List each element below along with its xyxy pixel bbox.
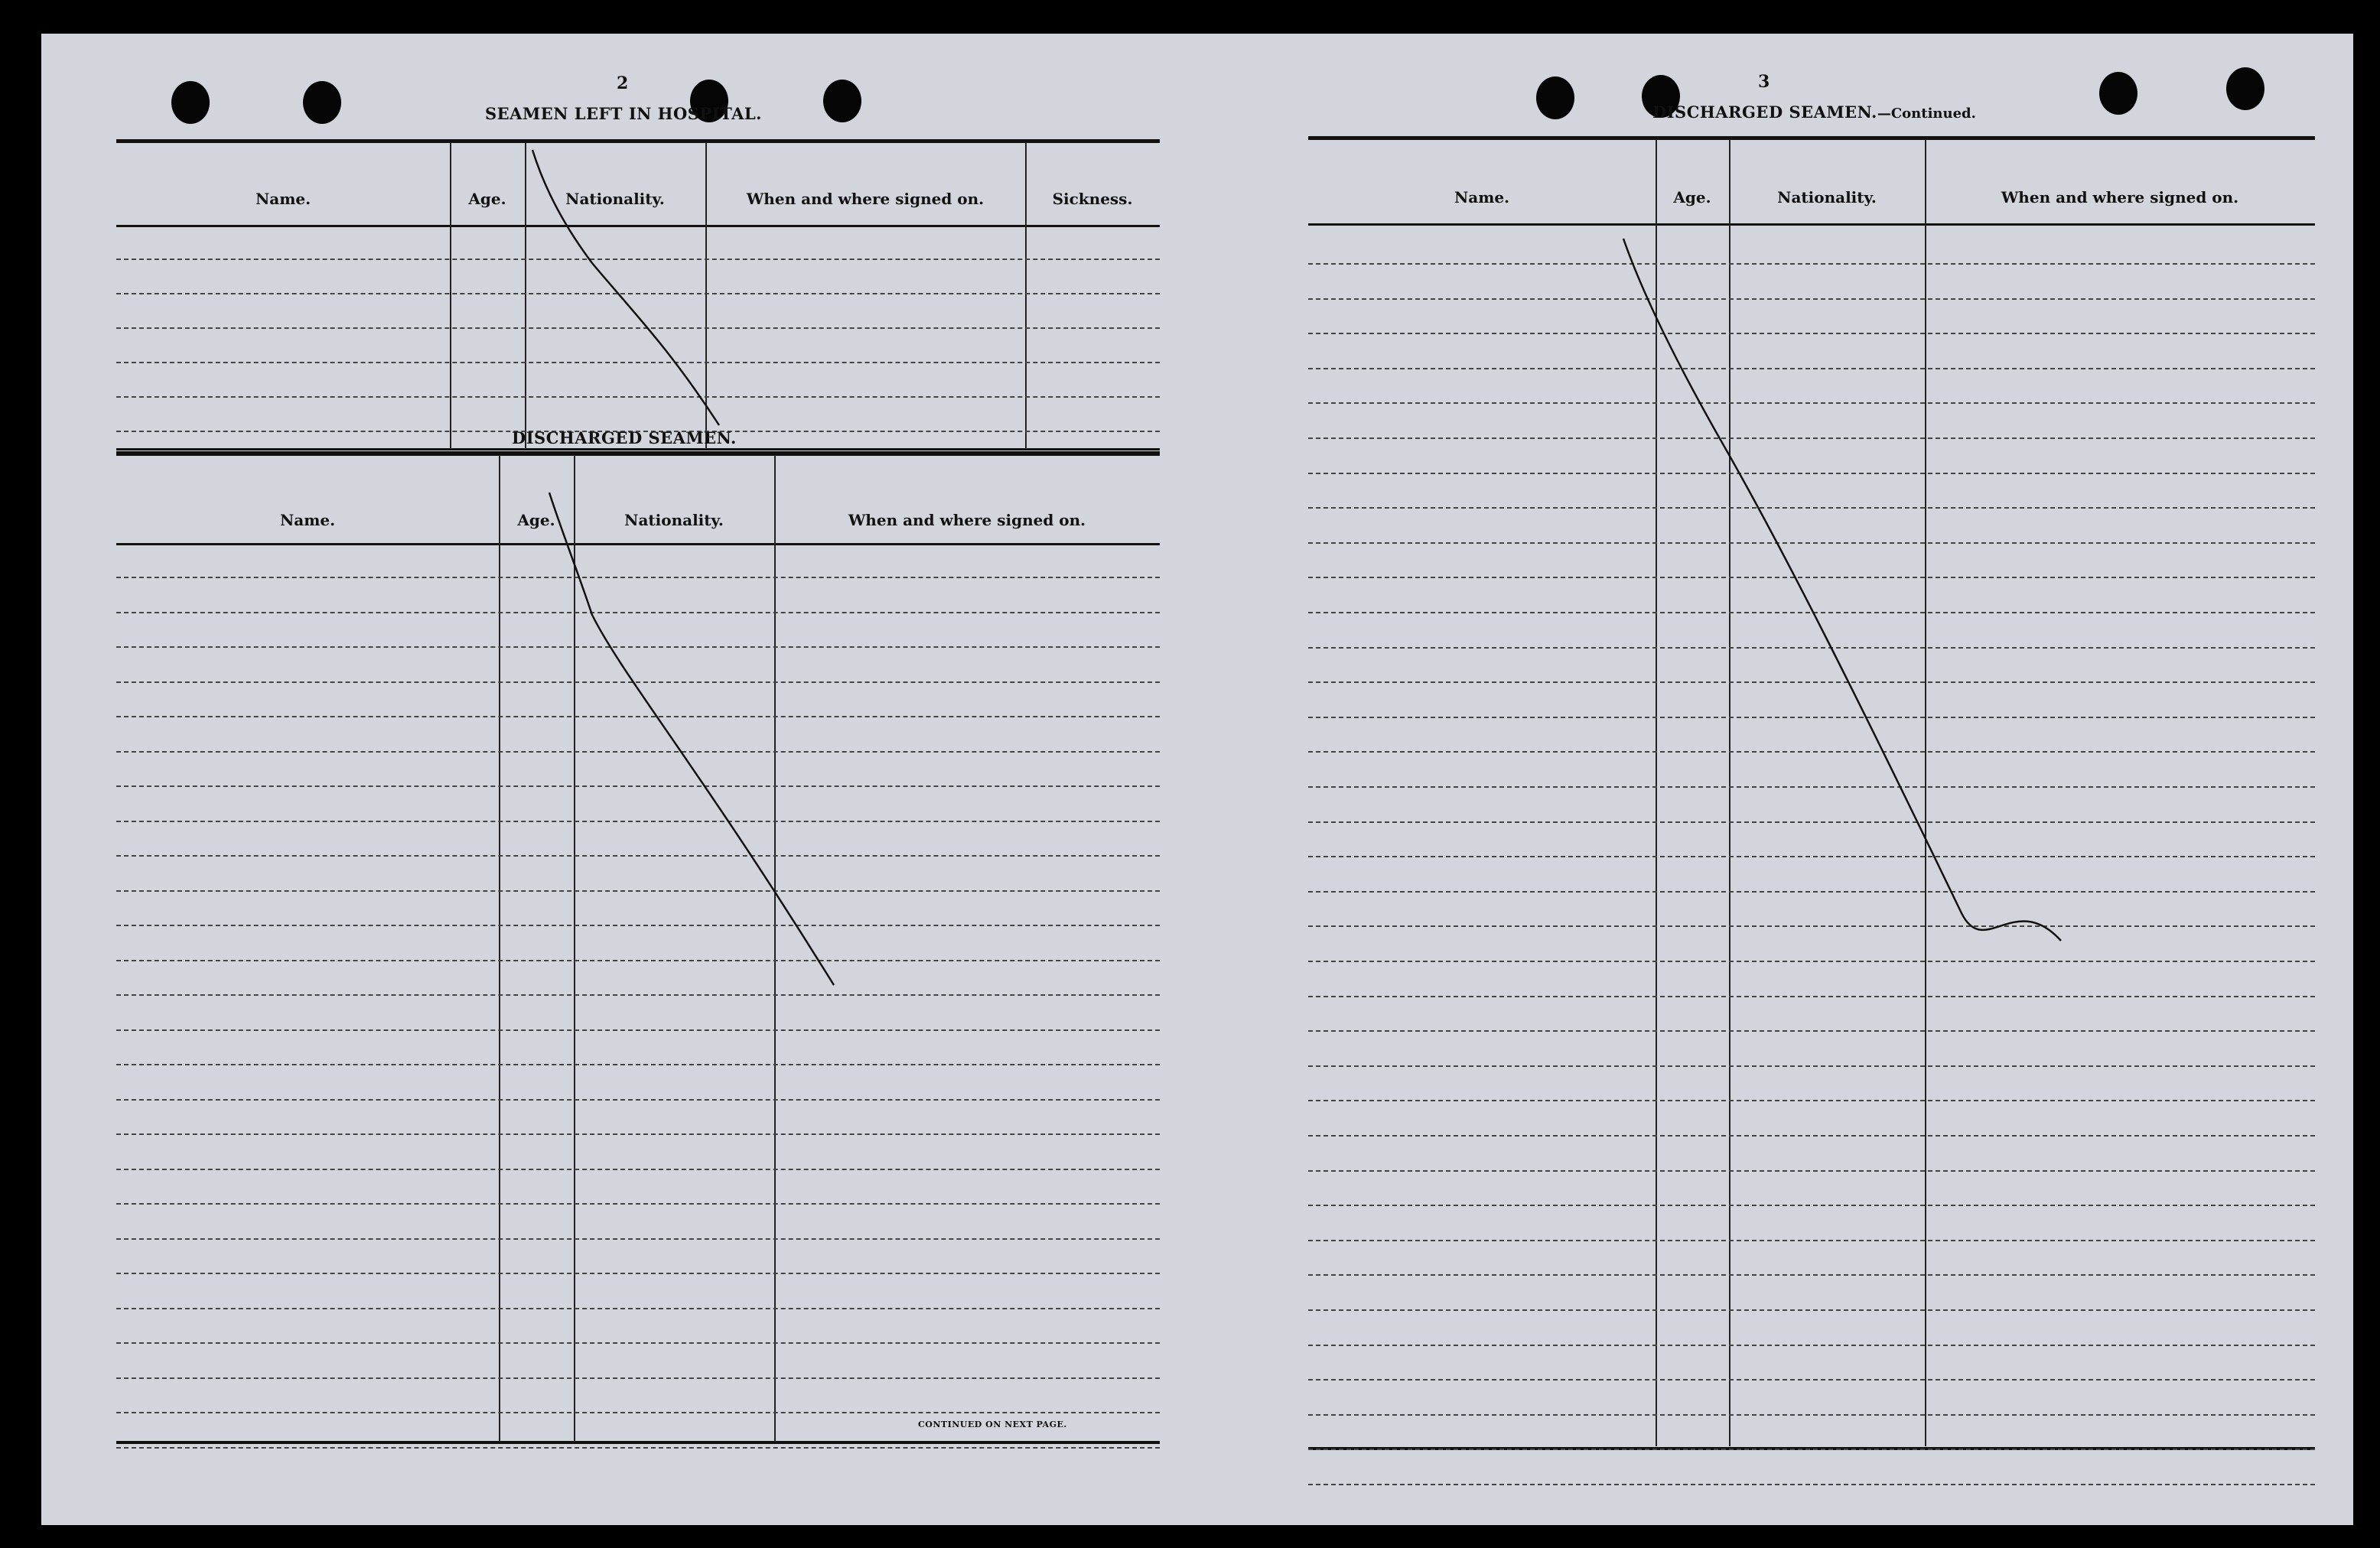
page-number: 3 xyxy=(1758,72,1770,92)
right-page xyxy=(1219,34,2353,1525)
left-page xyxy=(41,34,1219,1525)
column-header-age: Age. xyxy=(517,511,555,529)
column-header-age: Age. xyxy=(1673,188,1711,207)
column-header-name: Name. xyxy=(1454,188,1510,207)
handwritten-strike-mark xyxy=(41,34,1219,1525)
column-header-name: Name. xyxy=(255,190,311,208)
column-header-sickness: Sickness. xyxy=(1052,190,1133,208)
column-header-signed-on: When and where signed on. xyxy=(848,511,1086,529)
column-header-nationality: Nationality. xyxy=(565,190,665,208)
document-paper xyxy=(41,34,2353,1525)
section-title-discharged: DISCHARGED SEAMEN. xyxy=(512,428,737,447)
column-header-nationality: Nationality. xyxy=(624,511,724,529)
continued-note: CONTINUED ON NEXT PAGE. xyxy=(918,1420,1067,1429)
column-header-age: Age. xyxy=(468,190,506,208)
column-header-signed-on: When and where signed on. xyxy=(746,190,985,208)
column-header-name: Name. xyxy=(279,511,336,529)
page-number: 2 xyxy=(617,73,629,93)
section-title-discharged-continued: DISCHARGED SEAMEN.—Continued. xyxy=(1652,102,1976,122)
handwritten-strike-mark xyxy=(1219,34,2353,1525)
section-title-hospital: SEAMEN LEFT IN HOSPITAL. xyxy=(485,104,762,123)
column-header-nationality: Nationality. xyxy=(1777,188,1877,207)
column-header-signed-on: When and where signed on. xyxy=(2001,188,2239,207)
